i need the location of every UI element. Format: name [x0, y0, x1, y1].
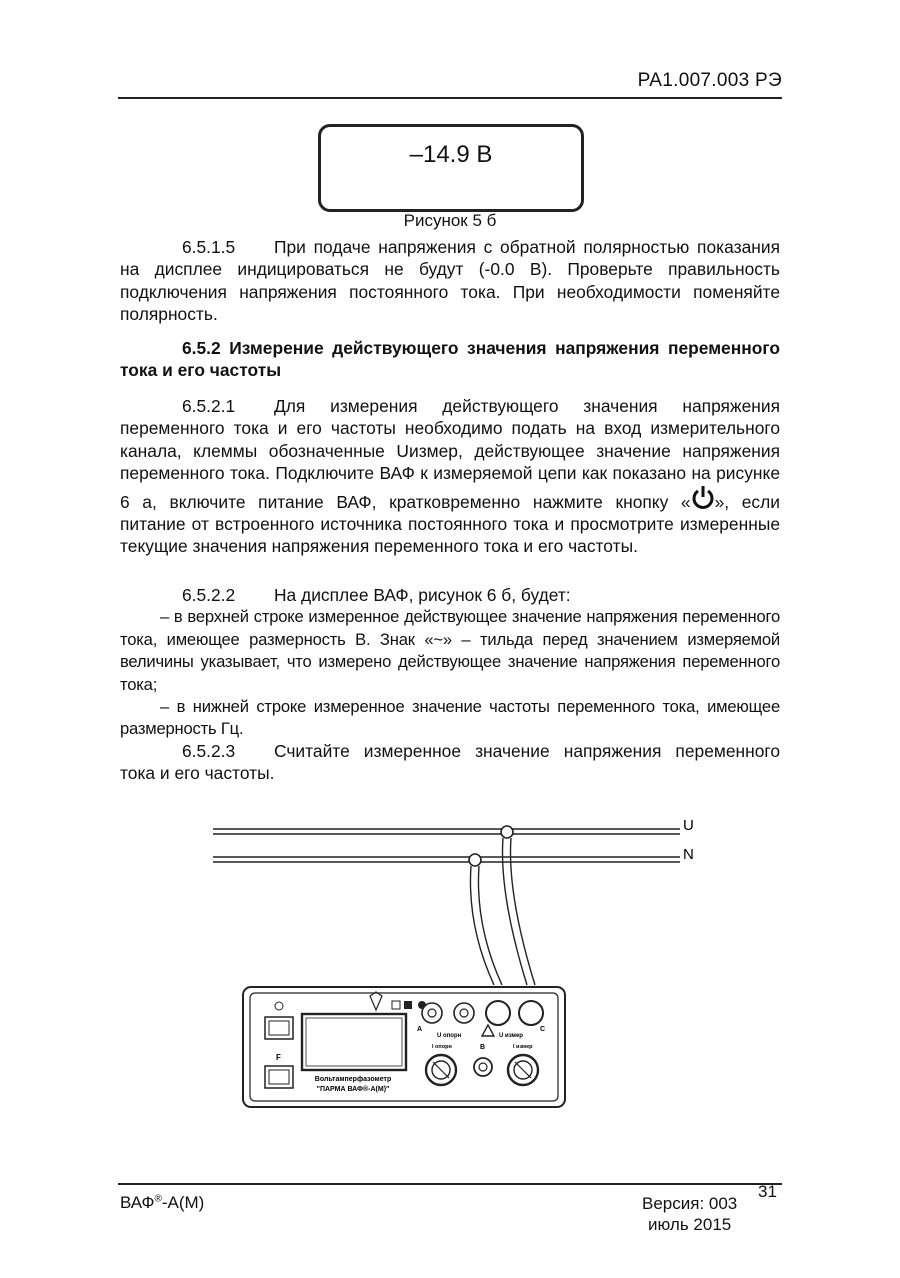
- section-number: 6.5.2.2: [182, 585, 236, 605]
- line-n-label: N: [683, 846, 694, 863]
- list-item: – в верхней строке измеренное действующее значение напряжения переменного тока, имеющее размерность В. Знак «~» – тильда перед значением измеряемой величины указывает, что измерено действующее значение напряжения переменного тока;: [120, 607, 780, 694]
- terminal-c-label: C: [540, 1026, 546, 1033]
- paragraph-text: Считайте измеренное значение напряжения переменного тока и его частоты.: [120, 741, 780, 784]
- paragraph-text: На дисплее ВАФ, рисунок 6 б, будет:: [274, 585, 571, 605]
- product-suffix: -А(М): [161, 1193, 205, 1212]
- terminal-u-izmer-1: [486, 1001, 510, 1025]
- display-reading: –14.9 В: [409, 141, 493, 168]
- section-number: 6.5.2.1: [182, 396, 236, 416]
- paragraph-text: При подаче напряжения с обратной полярностью показания на дисплее индицироваться не будут (-0.0 В). Проверьте правильность подключения напряжения постоянного тока. При необходимости поменяйте полярность.: [120, 237, 780, 325]
- terminal-b-label: B: [480, 1044, 486, 1051]
- clip-n: [469, 854, 481, 866]
- section-number: 6.5.1.5: [182, 237, 236, 257]
- paragraph-text-part1: Для измерения действующего значения напряжения переменного тока и его частоты необходимо подать на вход измерительного канала, клеммы обозначенные Uизмер, действующее значение напряжения переменного тока. Подключите ВАФ к измеряемой цепи как показано на рисунке 6 а, включите питание ВАФ, кратковременно нажмите кнопку «: [120, 396, 780, 512]
- device-vaf: [243, 987, 565, 1107]
- document-code: РА1.007.003 РЭ: [637, 70, 782, 91]
- figure-5b-caption: Рисунок 5 б: [403, 211, 497, 230]
- section-number: 6.5.2.3: [182, 741, 236, 761]
- list-item: – в нижней строке измеренное значение частоты переменного тока, имеющее размерность Гц.: [120, 697, 780, 739]
- version: Версия: 003: [642, 1194, 738, 1213]
- registered-mark: ®: [154, 1193, 162, 1205]
- heading-text: 6.5.2 Измерение действующего значения напряжения переменного тока и его частоты: [120, 338, 780, 381]
- clip-u: [501, 826, 513, 838]
- footer-version-block: [642, 1193, 737, 1235]
- footer-product: [120, 1193, 204, 1213]
- line-u: [213, 829, 680, 834]
- line-n: [213, 857, 680, 862]
- terminal-i-izmer-label: I измер: [513, 1044, 533, 1050]
- terminal-i-opor-label: I опорн: [432, 1044, 452, 1050]
- terminal-u-opor-label: U опорн: [437, 1033, 462, 1039]
- terminal-a-label: A: [417, 1026, 423, 1033]
- device-screen: [302, 1014, 406, 1070]
- page-number: 31: [758, 1182, 777, 1201]
- footer-rule: [118, 1183, 782, 1185]
- paragraph-text-part2: », если питание от встроенного источника постоянного тока и просмотрите измеренные текущие значения напряжения переменного тока и его частоты.: [120, 491, 780, 557]
- device-name-line1: Вольтамперфазометр: [314, 1076, 392, 1083]
- line-u-label: U: [683, 817, 694, 834]
- device-name-line2: "ПАРМА ВАФ®-А(М)": [316, 1086, 390, 1093]
- release-date: июль 2015: [648, 1215, 732, 1234]
- ce-mark-icon: [404, 1001, 412, 1009]
- terminal-u-izmer-2: [519, 1001, 543, 1025]
- product-name: ВАФ: [120, 1193, 155, 1212]
- f-button-label: F: [276, 1053, 281, 1062]
- terminal-u-izmer-label: U измер: [499, 1033, 523, 1039]
